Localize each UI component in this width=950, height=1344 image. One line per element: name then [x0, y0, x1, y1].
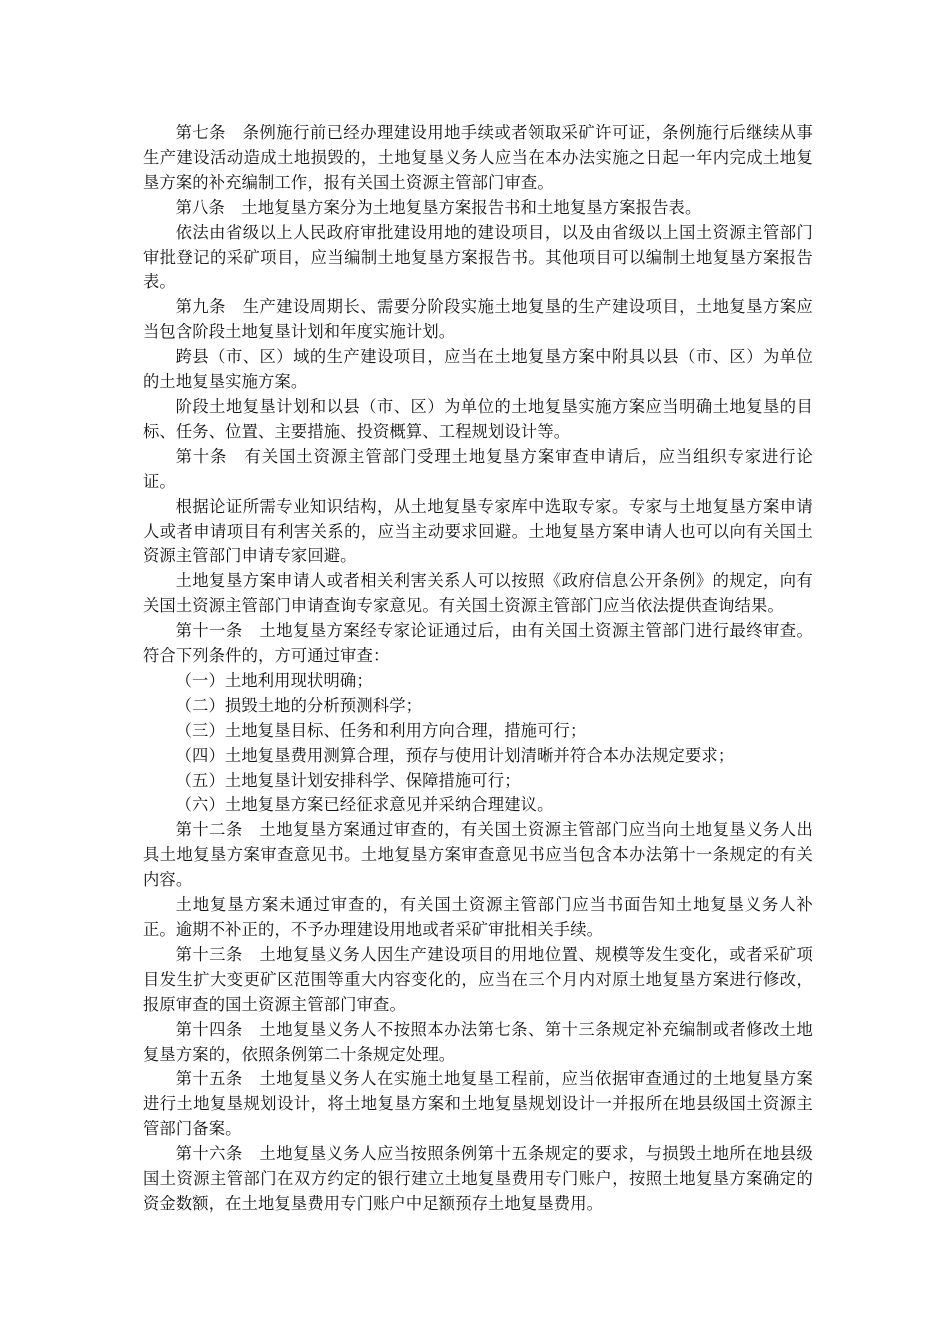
article-8-paragraph: 第八条 土地复垦方案分为土地复垦方案报告书和土地复垦方案报告表。 [175, 197, 702, 217]
article-11-item-3: （三）土地复垦目标、任务和利用方向合理，措施可行； [175, 720, 587, 740]
article-9-paragraph: 第九条 生产建设周期长、需要分阶段实施土地复垦的生产建设项目，土地复垦方案应当包含阶段土地复垦计划和年度实施计划。 [143, 297, 813, 342]
article-13-paragraph: 第十三条 土地复垦义务人因生产建设项目的用地位置、规模等发生变化，或者采矿项目发生扩大变更矿区范围等重大内容变化的，应当在三个月内对原土地复垦方案进行修改，报原审查的国土资源主管部门审查。 [143, 944, 813, 1014]
article-15-paragraph: 第十五条 土地复垦义务人在实施土地复垦工程前，应当依据审查通过的土地复垦方案进行土地复垦规划设计，将土地复垦方案和土地复垦规划设计一并报所在地县级国土资源主管部门备案。 [143, 1069, 813, 1139]
article-14-paragraph: 第十四条 土地复垦义务人不按照本办法第七条、第十三条规定补充编制或者修改土地复垦方案的，依照条例第二十条规定处理。 [143, 1019, 813, 1064]
article-8-clause-2: 依法由省级以上人民政府审批建设用地的建设项目，以及由省级以上国土资源主管部门审批登记的采矿项目，应当编制土地复垦方案报告书。其他项目可以编制土地复垦方案报告表。 [143, 222, 813, 292]
article-11-item-1: （一）土地利用现状明确； [175, 670, 373, 690]
article-10-clause-3: 土地复垦方案申请人或者相关利害关系人可以按照《政府信息公开条例》的规定，向有关国土资源主管部门申请查询专家意见。有关国土资源主管部门应当依法提供查询结果。 [143, 571, 813, 616]
article-11-item-2: （二）损毁土地的分析预测科学； [175, 695, 423, 715]
document-body [143, 121, 813, 1217]
article-11-paragraph: 第十一条 土地复垦方案经专家论证通过后，由有关国土资源主管部门进行最终审查。符合下列条件的，方可通过审查： [143, 621, 813, 666]
article-12-paragraph: 第十二条 土地复垦方案通过审查的，有关国土资源主管部门应当向土地复垦义务人出具土地复垦方案审查意见书。土地复垦方案审查意见书应当包含本办法第十一条规定的有关内容。 [143, 820, 813, 890]
article-10-paragraph: 第十条 有关国土资源主管部门受理土地复垦方案审查申请后，应当组织专家进行论证。 [143, 446, 813, 491]
article-9-clause-3: 阶段土地复垦计划和以县（市、区）为单位的土地复垦实施方案应当明确土地复垦的目标、任务、位置、主要措施、投资概算、工程规划设计等。 [143, 396, 813, 441]
article-12-clause-2: 土地复垦方案未通过审查的，有关国土资源主管部门应当书面告知土地复垦义务人补正。逾期不补正的，不予办理建设用地或者采矿审批相关手续。 [143, 895, 813, 939]
article-11-item-6: （六）土地复垦方案已经征求意见并采纳合理建议。 [175, 795, 554, 815]
article-11-item-5: （五）土地复垦计划安排科学、保障措施可行； [175, 770, 521, 790]
article-10-clause-2: 根据论证所需专业知识结构，从土地复垦专家库中选取专家。专家与土地复垦方案申请人或者申请项目有利害关系的，应当主动要求回避。土地复垦方案申请人也可以向有关国土资源主管部门申请专家回避。 [143, 496, 813, 566]
article-9-clause-2: 跨县（市、区）域的生产建设项目，应当在土地复垦方案中附具以县（市、区）为单位的土地复垦实施方案。 [143, 347, 813, 392]
article-16-paragraph: 第十六条 土地复垦义务人应当按照条例第十五条规定的要求，与损毁土地所在地县级国土资源主管部门在双方约定的银行建立土地复垦费用专门账户，按照土地复垦方案确定的资金数额，在土地复垦费用专门账户中足额预存土地复垦费用。 [143, 1144, 813, 1213]
article-11-item-4: （四）土地复垦费用测算合理，预存与使用计划清晰并符合本办法规定要求； [175, 745, 735, 765]
article-7-paragraph: 第七条 条例施行前已经办理建设用地手续或者领取采矿许可证，条例施行后继续从事生产建设活动造成土地损毁的，土地复垦义务人应当在本办法实施之日起一年内完成土地复垦方案的补充编制工作，报有关国土资源主管部门审查。 [143, 123, 813, 192]
